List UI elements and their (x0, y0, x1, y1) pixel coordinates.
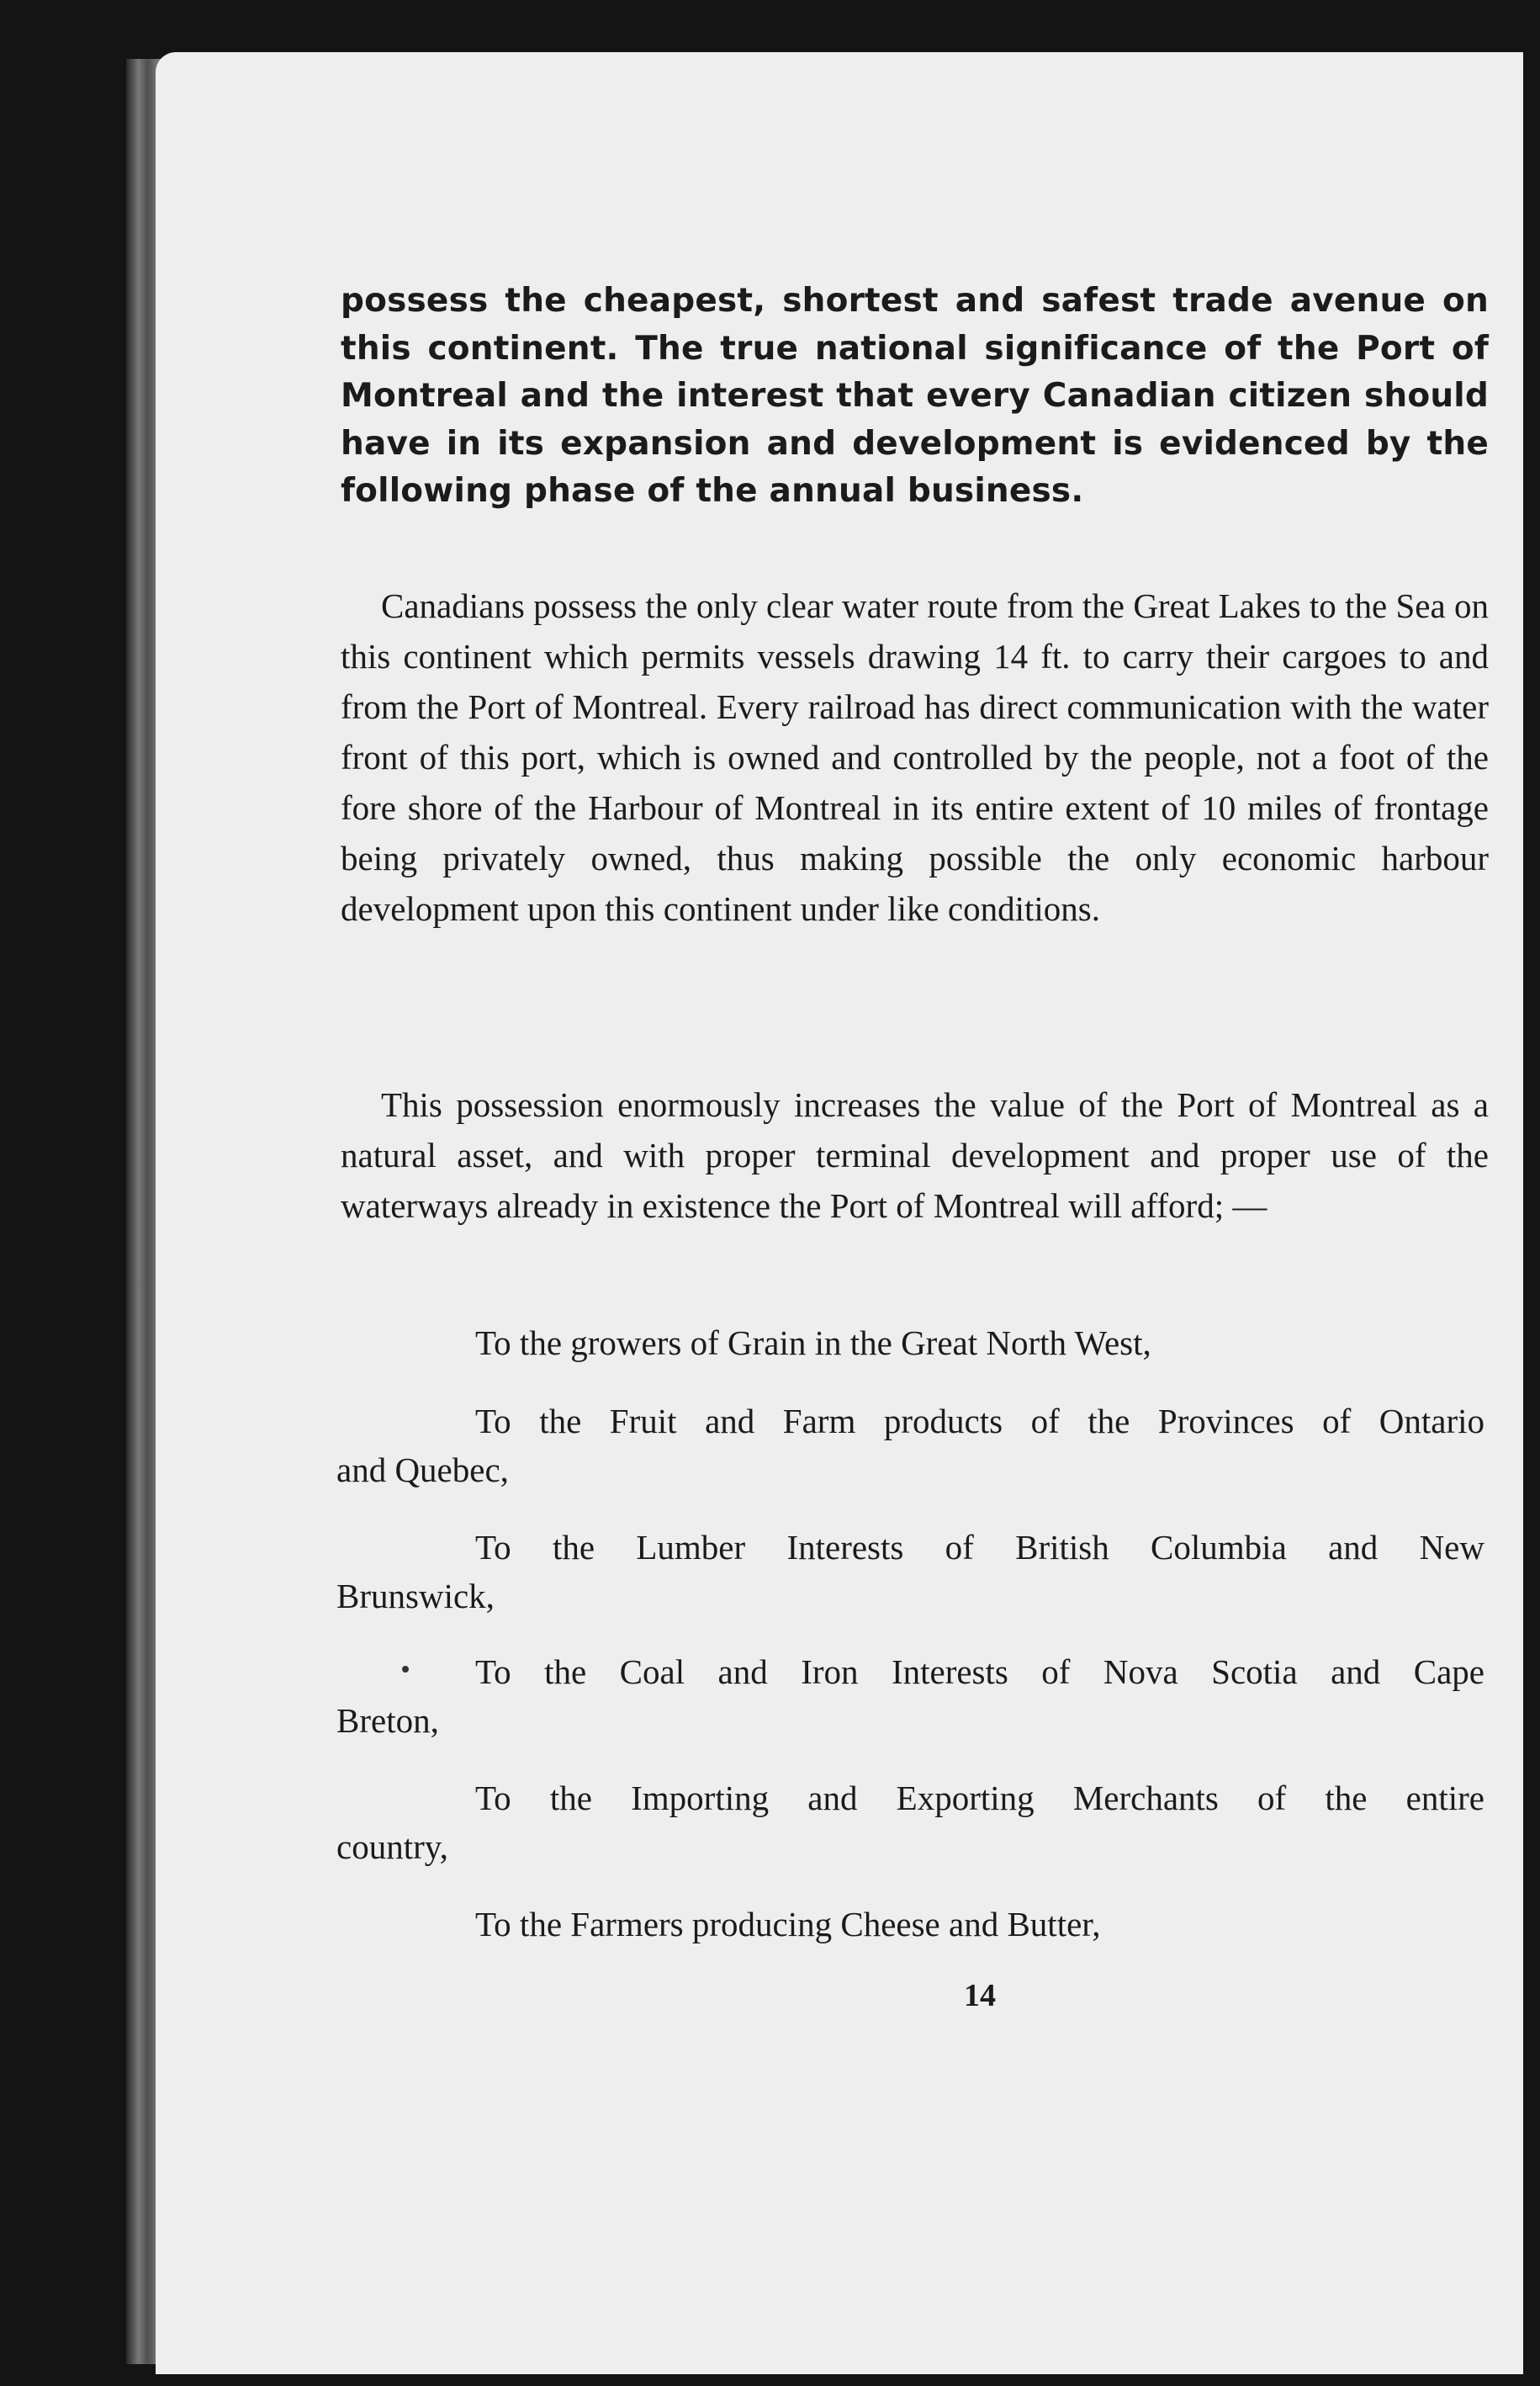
list-item (336, 1523, 1484, 1620)
list-item (475, 1900, 1484, 1949)
list-item (336, 1397, 1484, 1494)
list-item-continuation: Breton, (336, 1701, 439, 1740)
list-item-text: To the Importing and Exporting Merchants of the entire (475, 1779, 1484, 1817)
list-item (336, 1774, 1484, 1871)
list-item (475, 1318, 1484, 1367)
lead-paragraph: possess the cheapest, shortest and safest trade avenue on this continent. The true national significance of the Port of Montreal and the interest that every Canadian citizen should have in its expansion and development is evidenced by the following phase of the annual business. (341, 282, 1489, 510)
list-item-continuation: Brunswick, (336, 1577, 495, 1615)
scan-speck (402, 1666, 409, 1673)
page-number: 14 (964, 1978, 996, 2013)
body-paragraph-possession: This possession enormously increases the value of the Port of Montreal as a natural asset, and with proper terminal development and proper use of the waterways already in existence the Port of Montreal will afford; — (341, 1085, 1489, 1225)
list-item-text: To the Farmers producing Cheese and Butter, (475, 1905, 1101, 1943)
list-item-continuation: country, (336, 1827, 448, 1866)
body-paragraph-ports: Canadians possess the only clear water route from the Great Lakes to the Sea on this continent which permits vessels drawing 14 ft. to carry their cargoes to and from the Port of Montreal. Every railroad has direct communication with the water front of this port, which is owned and controlled by the people, not a foot of the fore shore of the Harbour of Montreal in its entire extent of 10 miles of frontage being privately owned, thus making possible the only economic harbour development upon this continent under like conditions. (341, 586, 1489, 928)
list-item-text: To the Fruit and Farm products of the Provinces of Ontario (475, 1402, 1484, 1440)
list-item-text: To the Coal and Iron Interests of Nova Scotia and Cape (475, 1652, 1484, 1691)
list-item (336, 1647, 1484, 1745)
list-item-text: To the Lumber Interests of British Columbia and New (475, 1528, 1484, 1567)
list-item-continuation: and Quebec, (336, 1450, 509, 1489)
list-item-text: To the growers of Grain in the Great North West, (475, 1323, 1151, 1362)
